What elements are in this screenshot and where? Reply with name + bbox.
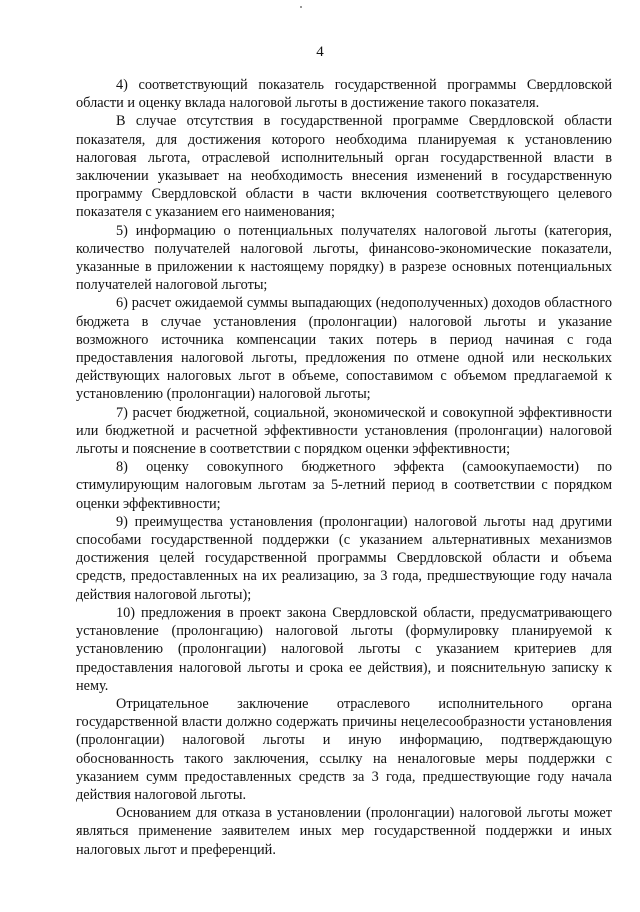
- paragraph-item-9: 9) преимущества установления (пролонгации) налоговой льготы над другими способами государственной поддержки (с указанием альтернативных механизмов достижения целей государственной программы Свердловской области и объема средств, предоставленных на их реализацию, за 3 года, предшествующие году начала действия налоговой льготы);: [76, 513, 612, 603]
- paragraph-item-5: 5) информацию о потенциальных получателях налоговой льготы (категория, количество получателей налоговой льготы, финансово-экономические показатели, указанные в приложении к настоящему порядку) в разрезе основных потенциальных получателей налоговой льготы;: [76, 222, 612, 294]
- paragraph-item-10: 10) предложения в проект закона Свердловской области, предусматривающего установление (пролонгацию) налоговой льготы (формулировку планируемой к установлению (пролонгации) налоговой льготы с указанием критериев для предоставления налоговой льготы и срока ее действия), и пояснительную записку к нему.: [76, 604, 612, 694]
- paragraph-refusal-grounds: Основанием для отказа в установлении (пролонгации) налоговой льготы может являться применение заявителем иных мер государственной поддержки и иных налоговых льгот и преференций.: [76, 805, 612, 858]
- paragraph-item-4: 4) соответствующий показатель государственной программы Свердловской области и оценку вклада налоговой льготы в достижение такого показателя.: [76, 77, 612, 112]
- paragraph-negative-conclusion: Отрицательное заключение отраслевого исполнительного органа государственной власти должно содержать причины нецелесообразности установления (пролонгации) налоговой льготы и иную информацию, подтверждающую обоснованность такого заключения, ссылку на неналоговые меры поддержки с указанием сумм предоставленных средств за 3 года, предшествующие году начала действия налоговой льготы.: [76, 695, 612, 803]
- scan-mark: [300, 6, 302, 8]
- paragraph-item-6: 6) расчет ожидаемой суммы выпадающих (недополученных) доходов областного бюджета в случае установления (пролонгации) налоговой льготы и указание возможного источника компенсации таких потерь в период начиная с года предоставления налоговой льготы, предложения по отмене одной или нескольких действующих налоговых льгот в объеме, сопоставимом с объемом предлагаемой к установлению (пролонгации) налоговой льготы;: [76, 295, 612, 403]
- document-body: [76, 76, 612, 859]
- page-number: 4: [316, 44, 324, 60]
- paragraph-item-7: 7) расчет бюджетной, социальной, экономической и совокупной эффективности или бюджетной и расчетной эффективности установления (пролонгации) налоговой льготы и пояснение в соответствии с порядком оценки эффективности;: [76, 404, 612, 458]
- paragraph-item-8: 8) оценку совокупного бюджетного эффекта (самоокупаемости) по стимулирующим налоговым льготам за 5-летний период в соответствии с порядком оценки эффективности;: [76, 459, 612, 512]
- paragraph-absence-of-indicator: В случае отсутствия в государственной программе Свердловской области показателя, для достижения которого необходима планируемая к установлению налоговая льгота, отраслевой исполнительный орган государственной власти в заключении указывает на необходимость внесения изменений в государственную программу Свердловской области в части включения соответствующего целевого показателя с указанием его наименования;: [76, 113, 612, 221]
